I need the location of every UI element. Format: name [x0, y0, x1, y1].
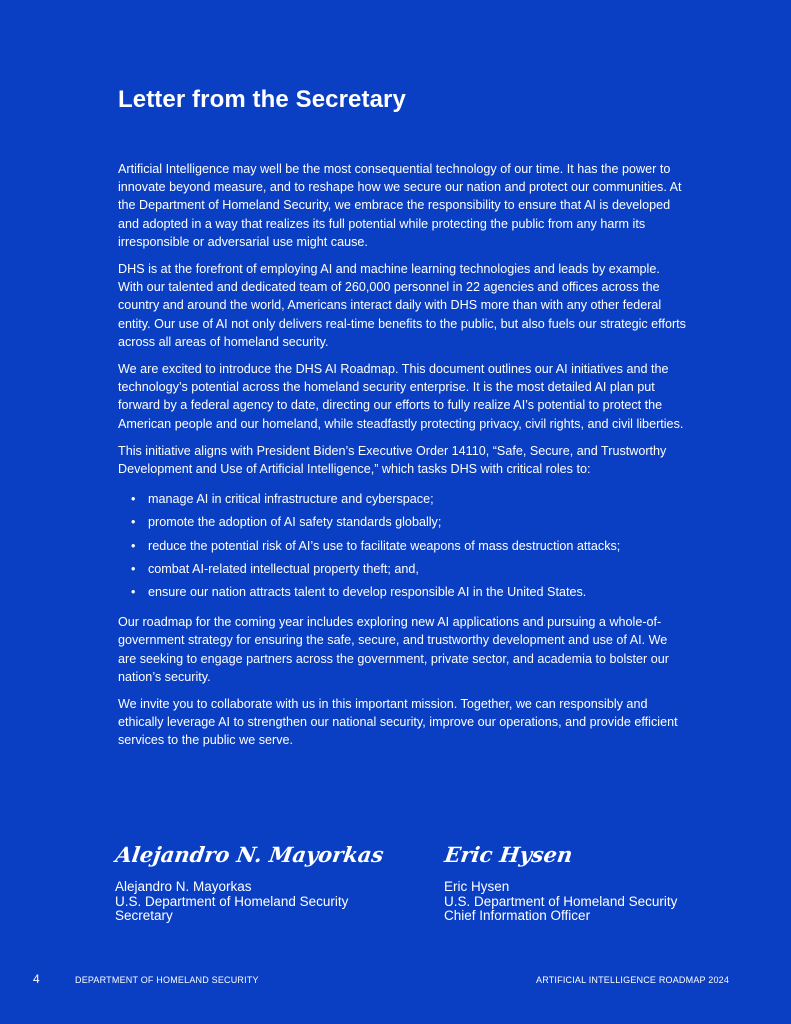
signer-organization: U.S. Department of Homeland Security — [444, 893, 678, 909]
list-item — [131, 560, 686, 578]
handwritten-signature: Alejandro N. Mayorkas — [114, 842, 386, 867]
bullet-icon: • — [131, 492, 136, 507]
signature-block-cio — [444, 840, 744, 924]
paragraph: We are excited to introduce the DHS AI Roadmap. This document outlines our AI initiatives and the technology’s potential across the homeland security enterprise. It is the most detailed AI plan put forward by a federal agency to date, directing our efforts to fully realize AI’s potential to protect the American people and our homeland, while steadfastly protecting privacy, civil rights, and civil liberties. — [118, 362, 684, 431]
list-item — [131, 583, 686, 601]
signer-name: Alejandro N. Mayorkas — [115, 879, 252, 894]
list-item — [131, 490, 686, 508]
signer-role: Secretary — [115, 908, 173, 923]
footer-left: DEPARTMENT OF HOMELAND SECURITY — [75, 975, 259, 985]
page-number: 4 — [33, 972, 40, 986]
paragraph: Artificial Intelligence may well be the most consequential technology of our time. It has the power to innovate beyond measure, and to reshape how we secure our nation and protect our communities. At the Department of Homeland Security, we embrace the responsibility to ensure that AI is developed and adopted in a way that realizes its full potential while protecting the public from any harm its irresponsible or adversarial use might cause. — [118, 162, 682, 249]
list-item — [131, 537, 686, 555]
paragraph: We invite you to collaborate with us in this important mission. Together, we can responsibly and ethically leverage AI to strengthen our national security, improve our operations, and provide efficient services to the public we serve. — [118, 697, 678, 748]
paragraph: This initiative aligns with President Biden’s Executive Order 14110, “Safe, Secure, and Trustworthy Development and Use of Artificial Intelligence,” which tasks DHS with critical roles to: — [118, 443, 667, 477]
list-item-text: combat AI-related intellectual property theft; and, — [148, 561, 419, 576]
list-item-text: manage AI in critical infrastructure and cyberspace; — [148, 492, 434, 507]
letter-body — [118, 160, 686, 759]
signer-role: Chief Information Officer — [444, 908, 591, 923]
bullet-icon: • — [131, 585, 136, 600]
signature-block-secretary — [115, 840, 415, 924]
roles-list — [118, 490, 686, 601]
paragraph: DHS is at the forefront of employing AI and machine learning technologies and leads by example. With our talented and dedicated team of 260,000 personnel in 22 agencies and offices across the country and around the world, Americans interact daily with DHS more than with any other federal entity. Our use of AI not only delivers real-time benefits to the public, but also fuels our strategic efforts across all areas of homeland security. — [118, 262, 686, 349]
list-item — [131, 513, 686, 531]
page-title: Letter from the Secretary — [118, 86, 406, 113]
signer-organization: U.S. Department of Homeland Security — [115, 893, 349, 909]
bullet-icon: • — [131, 515, 136, 530]
list-item-text: promote the adoption of AI safety standards globally; — [148, 515, 442, 530]
handwritten-signature: Eric Hysen — [443, 842, 575, 867]
paragraph: Our roadmap for the coming year includes exploring new AI applications and pursuing a whole-of-government strategy for ensuring the safe, secure, and trustworthy development and use of AI. We are seeking to engage partners across the government, private sector, and academia to bolster our nation’s security. — [118, 615, 669, 684]
list-item-text: reduce the potential risk of AI’s use to facilitate weapons of mass destruction attacks; — [148, 538, 621, 553]
bullet-icon: • — [131, 538, 136, 553]
bullet-icon: • — [131, 561, 136, 576]
list-item-text: ensure our nation attracts talent to develop responsible AI in the United States. — [148, 585, 587, 600]
footer-right: ARTIFICIAL INTELLIGENCE ROADMAP 2024 — [536, 975, 730, 985]
signer-name: Eric Hysen — [444, 879, 510, 894]
